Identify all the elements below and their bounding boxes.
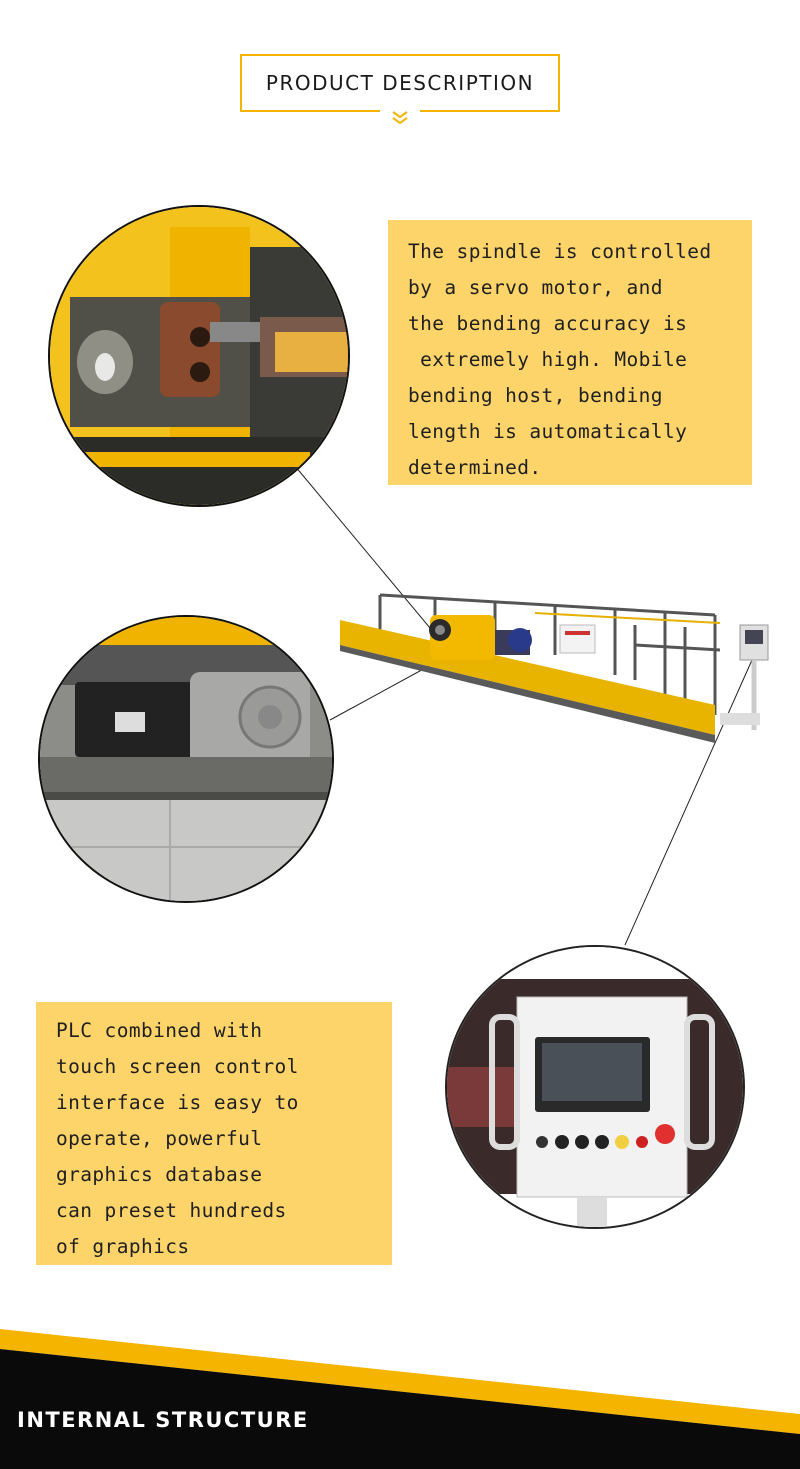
section-title: PRODUCT DESCRIPTION — [265, 71, 535, 95]
callout-line: of graphics — [56, 1235, 190, 1258]
callout-line: length is automatically — [408, 420, 688, 443]
callout-line: determined. — [408, 456, 542, 479]
callout-line: the bending accuracy is — [408, 312, 688, 335]
callout-line: graphics database — [56, 1163, 263, 1186]
callout-line: by a servo motor, and — [408, 276, 663, 299]
spindle-closeup-image — [48, 205, 350, 507]
callout-line: interface is easy to — [56, 1091, 299, 1114]
callout-line: The spindle is controlled — [408, 240, 712, 263]
servo-motor-closeup-image — [38, 615, 334, 903]
callout-line: touch screen control — [56, 1055, 299, 1078]
spindle-callout — [388, 220, 752, 485]
bending-machine-image — [335, 585, 775, 745]
footer-band — [0, 1319, 800, 1469]
plc-callout — [36, 1002, 392, 1265]
callout-line: operate, powerful — [56, 1127, 263, 1150]
callout-line: extremely high. Mobile — [408, 348, 688, 371]
callout-line: bending host, bending — [408, 384, 663, 407]
control-panel-closeup-image — [445, 945, 745, 1229]
footer-section-title: INTERNAL STRUCTURE — [17, 1408, 309, 1432]
callout-line: can preset hundreds — [56, 1199, 287, 1222]
callout-line: PLC combined with — [56, 1019, 263, 1042]
